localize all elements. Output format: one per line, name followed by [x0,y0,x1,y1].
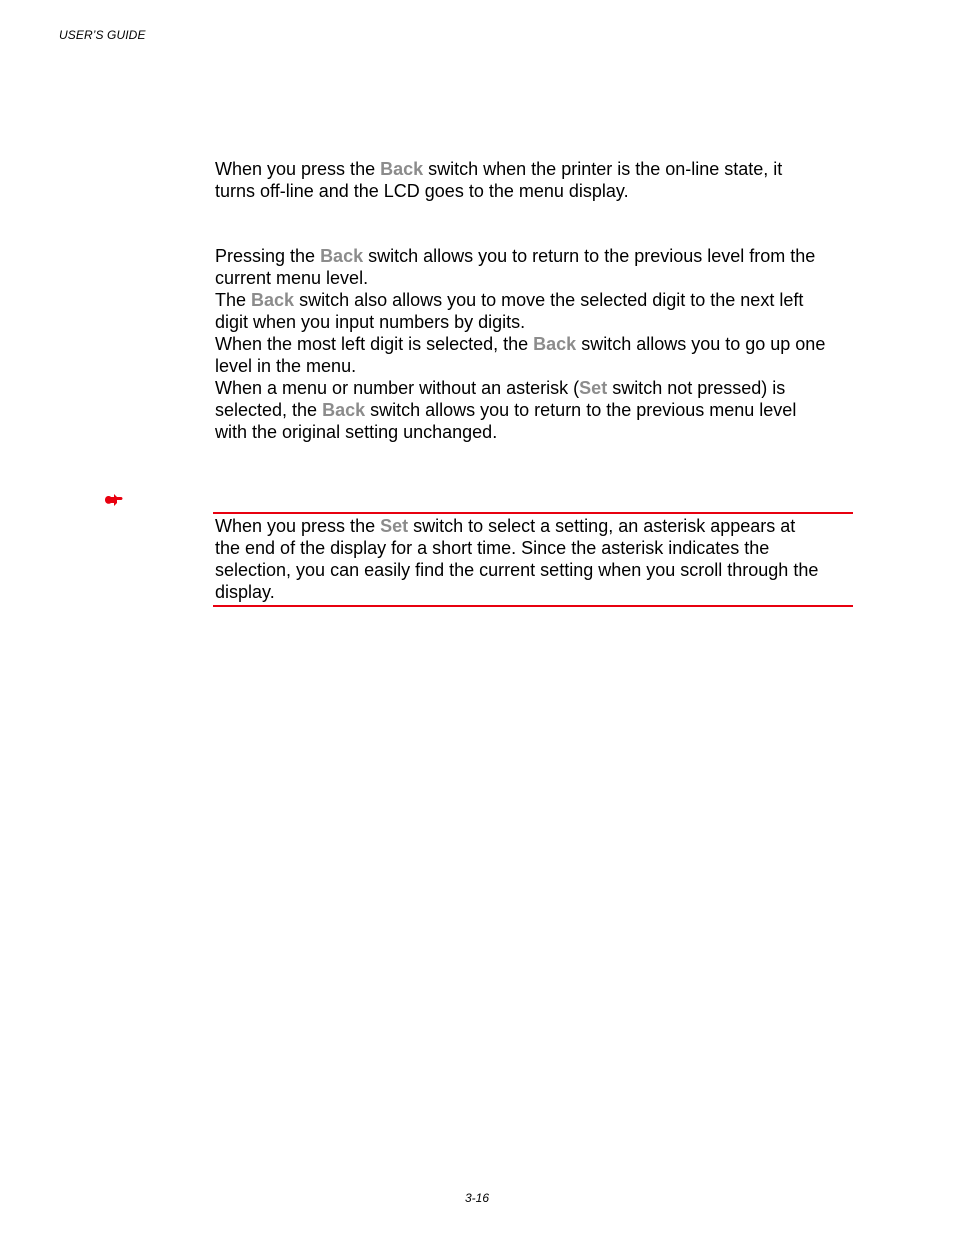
page-number-footer [0,1191,954,1205]
text-line [215,180,855,202]
text-line [215,537,855,559]
note-top-rule [213,512,853,514]
text-run: switch when the printer is the on-line state, it [423,159,783,179]
text-run: selected, the [215,400,323,420]
switch-name: Set [579,378,608,398]
switch-name: Back [251,290,295,310]
text-run: current menu level. [215,268,369,288]
text-line [215,333,855,355]
text-run: turns off-line and the LCD goes to the menu display. [215,181,629,201]
text-run: When the most left digit is selected, the [215,334,534,354]
text-line [215,421,855,443]
text-line [215,158,855,180]
text-run: selection, you can easily find the current setting when you scroll through the [215,560,819,580]
text-line [215,559,855,581]
switch-name: Back [533,334,577,354]
text-line [215,267,855,289]
text-run: When you press the [215,516,381,536]
pointing-hand-icon [104,493,124,507]
text-run: switch also allows you to move the selected digit to the next left [294,290,804,310]
text-line [215,515,855,537]
text-run: switch to select a setting, an asterisk appears at [408,516,796,536]
text-line [215,311,855,333]
note-text [215,515,855,603]
text-line [215,377,855,399]
text-run: with the original setting unchanged. [215,422,498,442]
text-line [215,355,855,377]
switch-name: Set [380,516,409,536]
running-header: USER’S GUIDE [59,28,146,42]
text-run: Pressing the [215,246,321,266]
paragraph-back-offline [215,158,855,202]
text-run: digit when you input numbers by digits. [215,312,526,332]
note-bottom-rule [213,605,853,607]
text-line [215,581,855,603]
text-run: level in the menu. [215,356,357,376]
text-run: The [215,290,252,310]
text-line [215,245,855,267]
text-run: the end of the display for a short time. Since the asterisk indicates the [215,538,770,558]
text-run: switch allows you to return to the previous level from the [363,246,816,266]
text-run: switch allows you to go up one [576,334,826,354]
text-run: display. [215,582,275,602]
switch-name: Back [320,246,364,266]
paragraph-back-navigation [215,245,855,443]
text-run: When a menu or number without an asterisk ( [215,378,580,398]
switch-name: Back [322,400,366,420]
text-run: When you press the [215,159,381,179]
switch-name: Back [380,159,424,179]
text-run: switch allows you to return to the previous menu level [365,400,797,420]
text-run: switch not pressed) is [607,378,786,398]
page-number: 3-16 [464,1191,490,1205]
text-line [215,399,855,421]
text-line [215,289,855,311]
